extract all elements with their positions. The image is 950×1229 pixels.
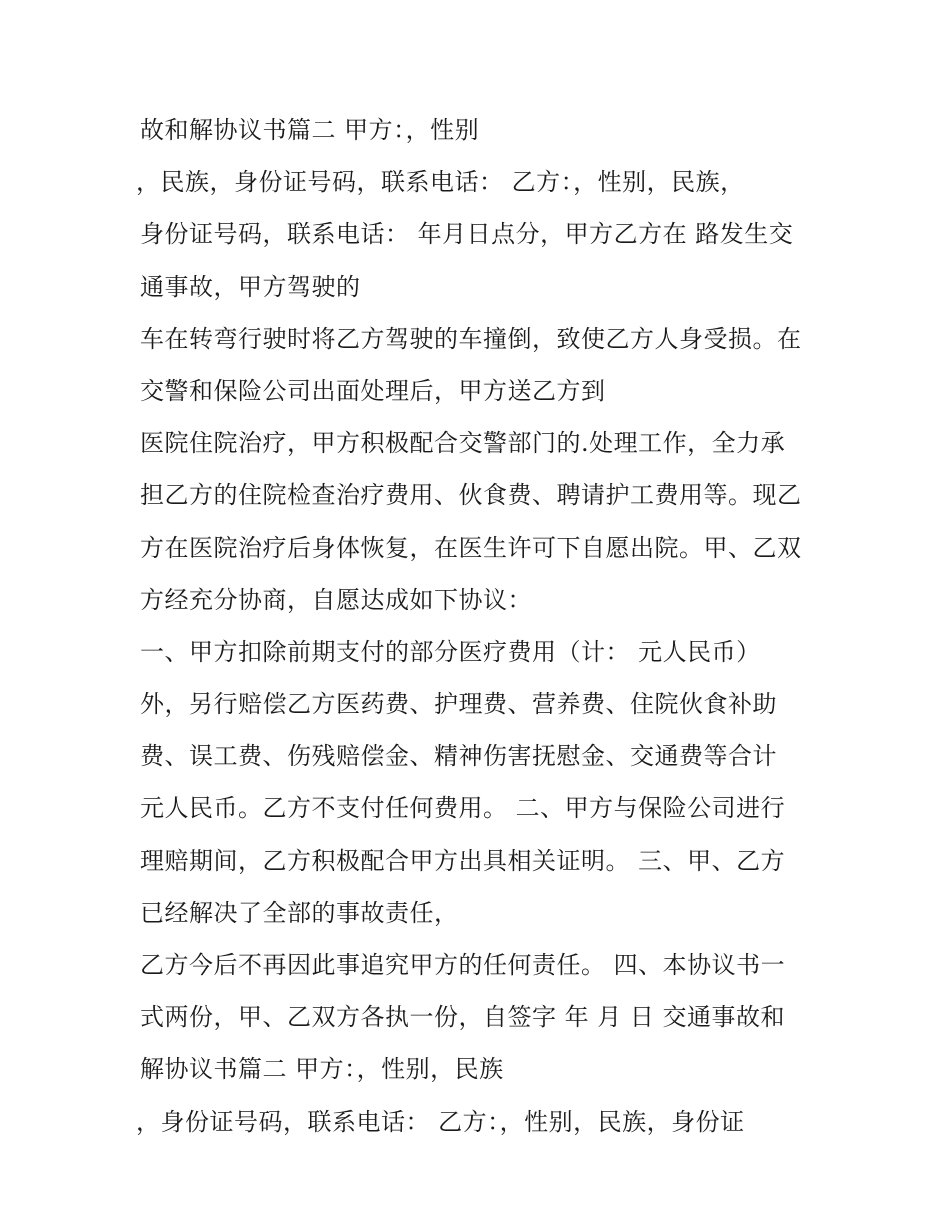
text-line: 方在医院治疗后身体恢复，在医生许可下自愿出院。甲、乙双 <box>140 533 802 562</box>
text-line: 理赔期间，乙方积极配合甲方出具相关证明。 三、甲、乙方 <box>140 846 786 875</box>
text-line: 交警和保险公司出面处理后，甲方送乙方到 <box>140 376 606 405</box>
text-line: 担乙方的住院检查治疗费用、伙食费、聘请护工费用等。现乙 <box>140 481 802 510</box>
text-line: 外，另行赔偿乙方医药费、护理费、营养费、住院伙食补助 <box>140 690 777 719</box>
text-line: ，民族，身份证号码，联系电话： 乙方：，性别，民族， <box>136 168 745 197</box>
text-line: 身份证号码，联系电话： 年月日点分，甲方乙方在 路发生交 <box>140 220 794 249</box>
text-line: 解协议书篇二 甲方：，性别，民族 <box>140 1055 504 1084</box>
text-line: 已经解决了全部的事故责任， <box>140 898 459 927</box>
text-line: ，身份证号码，联系电话： 乙方：，性别，民族，身份证 <box>136 1107 745 1136</box>
text-line: 通事故，甲方驾驶的 <box>140 272 361 301</box>
document-body <box>136 110 830 1154</box>
text-line: 医院住院治疗，甲方积极配合交警部门的.处理工作，全力承 <box>140 429 786 458</box>
text-line: 式两份，甲、乙双方各执一份，自签字 年 月 日 交通事故和 <box>140 1003 786 1032</box>
text-line: 故和解协议书篇二 甲方：，性别 <box>140 116 480 144</box>
text-line: 方经充分协商，自愿达成如下协议： <box>140 585 532 614</box>
text-line: 元人民币。乙方不支付任何费用。 二、甲方与保险公司进行 <box>140 794 786 823</box>
text-line: 乙方今后不再因此事追究甲方的任何责任。 四、本协议书一 <box>140 951 786 979</box>
text-line: 一、甲方扣除前期支付的部分医疗费用（计： 元人民币） <box>140 637 761 666</box>
text-line: 车在转弯行驶时将乙方驾驶的车撞倒，致使乙方人身受损。在 <box>140 324 802 353</box>
text-line: 费、误工费、伤残赔偿金、精神伤害抚慰金、交通费等合计 <box>140 742 777 771</box>
